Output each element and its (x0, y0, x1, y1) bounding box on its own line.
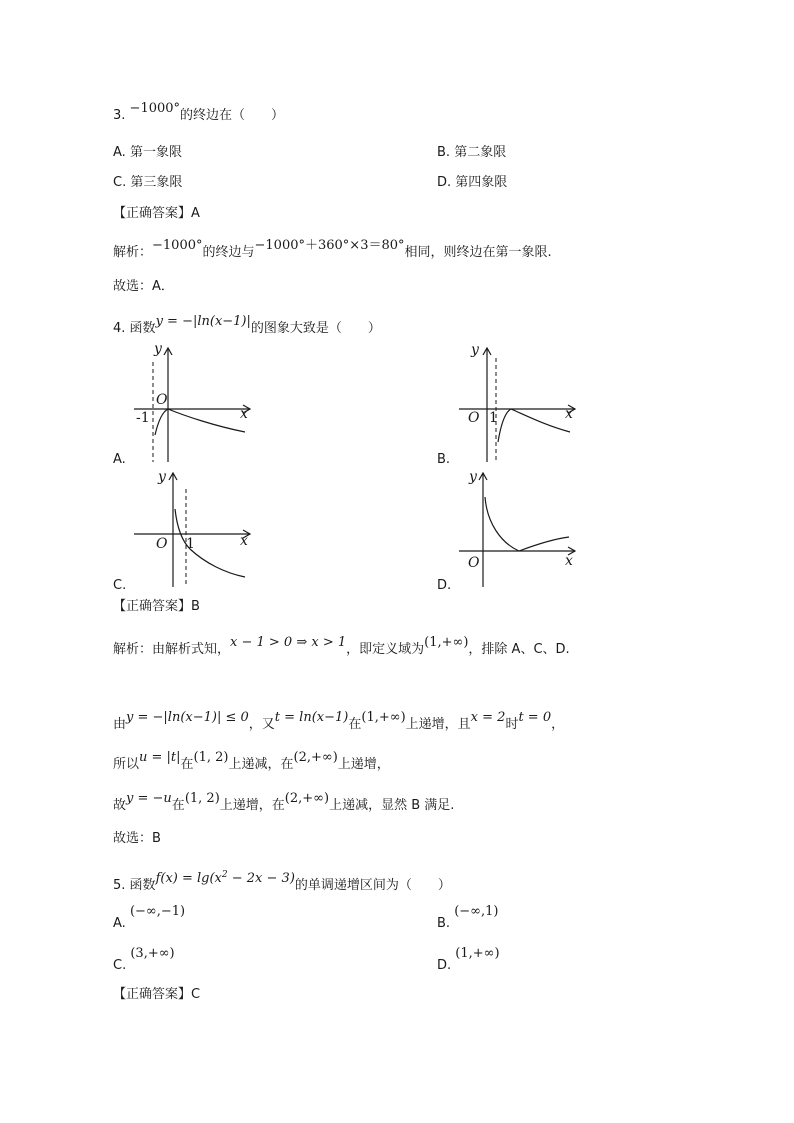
tick-label: 1 (186, 536, 195, 552)
option-letter: C. (113, 958, 127, 973)
option-text: (−∞,−1) (129, 904, 186, 919)
q3-option-d (437, 174, 507, 192)
q4-analysis-line-2 (113, 710, 565, 734)
q5-answer (113, 986, 200, 1004)
q4-stem-suffix: 的图象大致是（ ） (250, 321, 381, 336)
option-letter: D. (437, 958, 452, 973)
curve (485, 497, 569, 551)
analysis-expression: y = −u (126, 791, 172, 806)
q3-choose: 故选：A． (113, 279, 174, 294)
q3-option-b (437, 144, 506, 162)
analysis-text: 在 (180, 757, 194, 772)
x-label: x (565, 406, 573, 422)
graph-b (455, 340, 585, 465)
analysis-text: ，排除 A、C、D. (468, 642, 570, 657)
q5-stem-prefix: 函数 (129, 878, 156, 893)
expression-part: f(x) = lg(x (155, 871, 222, 886)
analysis-expression: y = −|ln(x−1)| ≤ 0 (126, 710, 249, 725)
analysis-text: 所以 (113, 757, 140, 772)
analysis-text: ，又 (248, 717, 275, 732)
q3-stem (113, 101, 285, 125)
analysis-expression: (1, 2) (184, 791, 220, 806)
tick-label: -1 (136, 410, 150, 426)
option-letter: B. (437, 916, 451, 931)
x-label: x (565, 553, 573, 569)
analysis-text: 故 (113, 798, 127, 813)
q4-analysis-line-1 (113, 635, 570, 659)
q3-option-c (113, 174, 182, 192)
analysis-expression: u = |t| (139, 750, 181, 765)
q4-option-c-letter: C. (113, 578, 127, 593)
y-label: y (469, 469, 477, 485)
q5-option-c (113, 946, 175, 975)
analysis-text: 由 (113, 717, 127, 732)
option-text: 第一象限 (129, 145, 182, 160)
analysis-expression: x − 1 > 0 ⇒ x > 1 (230, 635, 347, 650)
q3-analysis (113, 238, 552, 262)
analysis-expression: (2,+∞) (293, 750, 338, 765)
q4-stem (113, 314, 381, 338)
q5-expression (156, 871, 295, 886)
x-label: x (240, 406, 248, 422)
answer-value: B (191, 599, 200, 614)
option-letter: D. (437, 175, 452, 190)
origin-label: O (156, 392, 168, 408)
analysis-expression: −1000° (152, 238, 203, 253)
q5-stem (113, 870, 451, 895)
y-label: y (158, 469, 166, 485)
analysis-text: 的终边与 (202, 245, 255, 260)
analysis-text: 解析：由解析式知， (113, 642, 231, 657)
q4-stem-prefix: 函数 (129, 321, 156, 336)
option-letter: C. (113, 175, 127, 190)
q3-stem-text: 的终边在（ ） (180, 108, 285, 123)
q5-number: 5. (113, 878, 126, 893)
q3-option-a (113, 144, 182, 162)
analysis-expression: (2,+∞) (284, 791, 330, 806)
q5-option-a (113, 904, 186, 933)
x-label: x (240, 533, 248, 549)
q4-expression: y = −|ln(x−1)| (155, 314, 251, 329)
analysis-text: ，即定义域为 (346, 642, 425, 657)
analysis-text: 相同，则终边在第一象限. (404, 245, 552, 260)
expression-part: − 2x − 3) (227, 871, 295, 886)
graph-c (130, 465, 260, 590)
q4-option-b-letter: B. (437, 452, 451, 467)
option-text: 第二象限 (454, 145, 507, 160)
analysis-text: ， (551, 717, 565, 732)
analysis-text: 在 (171, 798, 185, 813)
analysis-text: 上递增， (337, 757, 390, 772)
graph-a (130, 340, 260, 465)
q5-option-b (437, 904, 499, 933)
analysis-expression: t = ln(x−1) (274, 710, 349, 725)
curve (498, 409, 570, 442)
answer-value: C (191, 987, 201, 1002)
q4-analysis-line-3 (113, 750, 390, 774)
q5-stem-suffix: 的单调递增区间为（ ） (294, 878, 451, 893)
analysis-text: 上递增，且 (405, 717, 471, 732)
q3-answer (113, 205, 200, 223)
answer-label: 【正确答案】 (113, 987, 192, 1002)
option-text: (3,+∞) (130, 946, 175, 961)
option-text: 第三象限 (130, 175, 183, 190)
analysis-expression: (1,+∞) (361, 710, 406, 725)
q3-expression: −1000° (129, 101, 181, 116)
analysis-expression: (1, 2) (193, 750, 229, 765)
option-text: (1,+∞) (455, 946, 500, 961)
analysis-expression: x = 2 (470, 710, 506, 725)
q4-analysis-line-4 (113, 791, 455, 815)
answer-label: 【正确答案】 (113, 206, 192, 221)
graph-d (455, 465, 585, 590)
analysis-text: 上递减，显然 B 满足. (329, 798, 455, 813)
q4-choose: 故选：B (113, 831, 161, 846)
q4-option-d-letter: D. (437, 578, 452, 593)
analysis-label: 解析： (113, 245, 153, 260)
tick-label: 1 (489, 410, 498, 426)
q4-number: 4. (113, 321, 126, 336)
answer-value: A (191, 206, 200, 221)
analysis-expression: (1,+∞) (424, 635, 469, 650)
q4-option-a-letter: A. (113, 452, 126, 467)
analysis-expression: −1000°＋360°×3＝80° (254, 238, 405, 253)
option-letter: A. (113, 916, 126, 931)
analysis-text: 上递减，在 (228, 757, 294, 772)
q5-option-d (437, 946, 500, 975)
analysis-text: 上递增，在 (219, 798, 285, 813)
origin-label: O (468, 555, 480, 571)
answer-label: 【正确答案】 (113, 599, 192, 614)
analysis-text: 时 (505, 717, 519, 732)
option-letter: B. (437, 145, 451, 160)
analysis-text: 在 (348, 717, 362, 732)
expression-exponent: 2 (221, 870, 228, 880)
origin-label: O (468, 410, 480, 426)
option-text: (−∞,1) (454, 904, 499, 919)
q4-answer (113, 598, 200, 616)
analysis-expression: t = 0 (518, 710, 552, 725)
q3-number: 3. (113, 108, 126, 123)
y-label: y (471, 342, 479, 358)
option-text: 第四象限 (455, 175, 508, 190)
origin-label: O (156, 536, 168, 552)
option-letter: A. (113, 145, 126, 160)
y-label: y (154, 341, 162, 357)
